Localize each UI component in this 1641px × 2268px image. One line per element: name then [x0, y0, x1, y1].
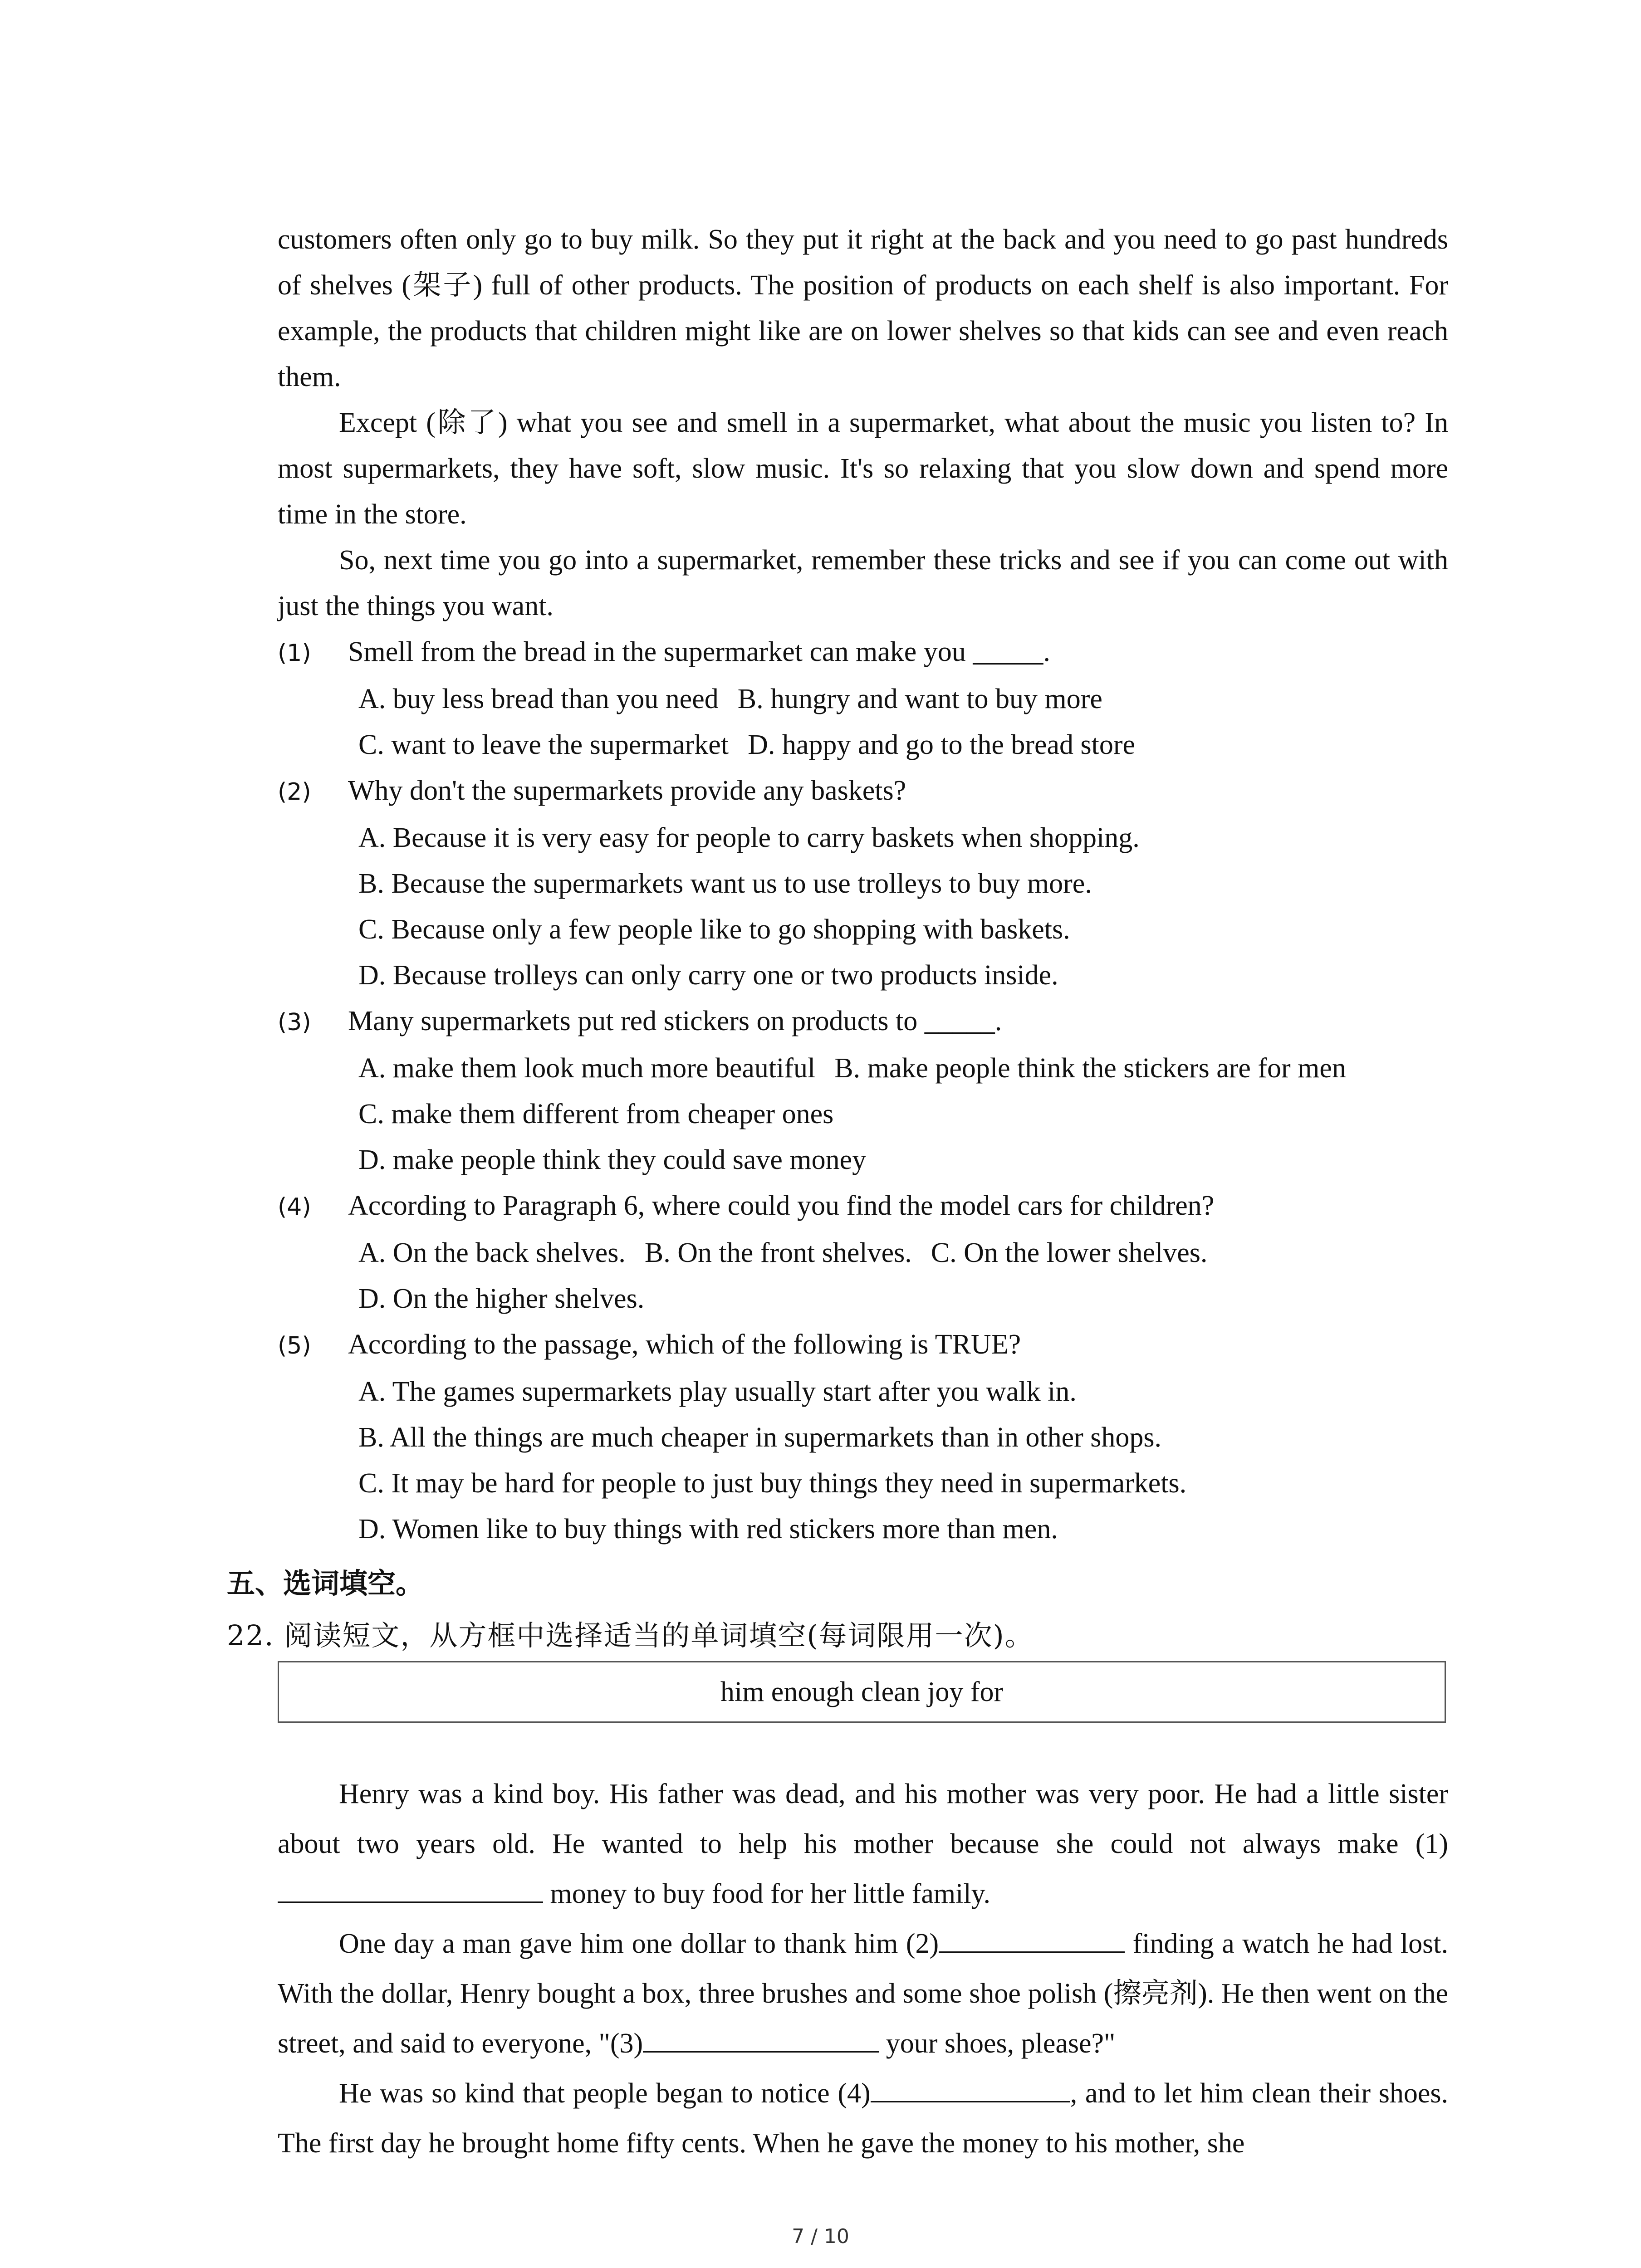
option-d[interactable]: D. On the higher shelves. [358, 1283, 645, 1314]
story-paragraph-3 [278, 2068, 1448, 2168]
option-line [358, 1415, 1448, 1461]
option-line [358, 1230, 1448, 1276]
page-number: 7 / 10 [792, 2225, 849, 2248]
option-d[interactable]: D. Because trolleys can only carry one or two products inside. [358, 960, 1058, 991]
word-bank-words: him enough clean joy for [720, 1676, 1004, 1707]
option-line [358, 1461, 1448, 1506]
passage-paragraph-1: customers often only go to buy milk. So they put it right at the back and you need to go past hundreds of shelves (架子) full of other products. The position of products on each shelf is also important. For example, the products that children might like are on lower shelves so that kids can see and even reach them. [278, 224, 1448, 392]
option-c[interactable]: C. want to leave the supermarket [358, 729, 729, 760]
option-line [358, 1369, 1448, 1415]
option-c[interactable]: C. make them different from cheaper ones [358, 1099, 834, 1129]
option-a[interactable]: A. The games supermarkets play usually start after you walk in. [358, 1376, 1077, 1407]
story-text: Henry was a kind boy. His father was dead, and his mother was very poor. He had a little sister about two years old. He wanted to help his mother because she could not always make [278, 1779, 1448, 1859]
option-line [358, 1091, 1448, 1137]
option-line [358, 1046, 1448, 1091]
option-line [358, 1506, 1448, 1552]
blank-2-input[interactable] [939, 1923, 1125, 1953]
option-line [358, 815, 1448, 861]
question-list [278, 629, 1448, 1552]
option-b[interactable]: B. hungry and want to buy more [737, 684, 1102, 714]
question-text: Why don't the supermarkets provide any baskets? [348, 775, 906, 806]
story-paragraph-2 [278, 1919, 1448, 2068]
question-text: According to Paragraph 6, where could you find the model cars for children? [348, 1190, 1215, 1221]
option-line [358, 722, 1448, 768]
option-a[interactable]: A. make them look much more beautiful [358, 1053, 816, 1084]
story-text: finding a watch he had lost. With the dollar, Henry bought a box, three brushes and some shoe polish (擦亮剂). He then went on the street, and said to everyone, " [278, 1928, 1448, 2059]
option-c[interactable]: C. It may be hard for people to just buy things they need in supermarkets. [358, 1468, 1187, 1499]
story-text: money to buy food for her little family. [543, 1878, 991, 1909]
option-line [358, 1276, 1448, 1322]
option-line [358, 861, 1448, 907]
passage-paragraph-2: Except (除了) what you see and smell in a supermarket, what about the music you listen to? In most supermarkets, they have soft, slow music. It's so relaxing that you slow down and spend more time in the store. [278, 407, 1448, 530]
option-c[interactable]: C. On the lower shelves. [931, 1237, 1208, 1268]
question-1 [278, 629, 1448, 768]
question-number: (4) [278, 1193, 311, 1221]
option-b[interactable]: B. All the things are much cheaper in supermarkets than in other shops. [358, 1422, 1162, 1453]
option-d[interactable]: D. Women like to buy things with red stickers more than men. [358, 1514, 1058, 1545]
option-line [358, 1137, 1448, 1183]
option-b[interactable]: B. Because the supermarkets want us to use trolleys to buy more. [358, 868, 1092, 899]
question-4 [278, 1183, 1448, 1322]
question-text: Smell from the bread in the supermarket can make you _____. [348, 636, 1050, 667]
option-c[interactable]: C. Because only a few people like to go shopping with baskets. [358, 914, 1070, 945]
option-b[interactable]: B. make people think the stickers are for men [834, 1053, 1346, 1084]
blank-number: (2) [906, 1928, 939, 1959]
option-b[interactable]: B. On the front shelves. [644, 1237, 912, 1268]
word-bank-box [278, 1661, 1446, 1723]
blank-number: (1) [1415, 1828, 1448, 1859]
question-text: According to the passage, which of the following is TRUE? [348, 1329, 1021, 1360]
blank-number: (3) [610, 2028, 643, 2059]
question-2 [278, 768, 1448, 998]
blank-4-input[interactable] [871, 2073, 1070, 2102]
question-number: (1) [278, 640, 311, 667]
question-number: (3) [278, 1009, 311, 1036]
cloze-story [278, 1769, 1448, 2168]
option-a[interactable]: A. Because it is very easy for people to carry baskets when shopping. [358, 822, 1140, 853]
option-line [358, 953, 1448, 998]
reading-passage [278, 217, 1448, 1552]
option-d[interactable]: D. make people think they could save money [358, 1144, 867, 1175]
question-text: Many supermarkets put red stickers on products to _____. [348, 1006, 1002, 1036]
question-3 [278, 998, 1448, 1183]
question-number: (2) [278, 778, 311, 806]
story-text: One day a man gave him one dollar to thank him [339, 1928, 906, 1959]
task-instruction-line [227, 1613, 1034, 1658]
section-title: 五、选词填空。 [227, 1567, 424, 1600]
blank-number: (4) [838, 2078, 871, 2109]
task-instruction: 阅读短文，从方框中选择适当的单词填空(每词限用一次)。 [284, 1619, 1034, 1652]
question-number: (5) [278, 1332, 311, 1359]
blank-3-input[interactable] [643, 2023, 879, 2053]
option-a[interactable]: A. buy less bread than you need [358, 684, 719, 714]
option-d[interactable]: D. happy and go to the bread store [748, 729, 1136, 760]
story-text: , and to let him clean their shoes. The first day he brought home fifty cents. When he gave the money to his mother, she [278, 2078, 1448, 2159]
blank-1-input[interactable] [278, 1873, 543, 1903]
option-a[interactable]: A. On the back shelves. [358, 1237, 626, 1268]
option-line [358, 676, 1448, 722]
task-number: 22. [227, 1619, 274, 1652]
question-5 [278, 1322, 1448, 1552]
passage-paragraph-3: So, next time you go into a supermarket, remember these tricks and see if you can come out with just the things you want. [278, 545, 1448, 621]
story-text: He was so kind that people began to notice [339, 2078, 838, 2109]
story-text: your shoes, please?" [879, 2028, 1116, 2059]
story-paragraph-1 [278, 1769, 1448, 1919]
option-line [358, 907, 1448, 953]
